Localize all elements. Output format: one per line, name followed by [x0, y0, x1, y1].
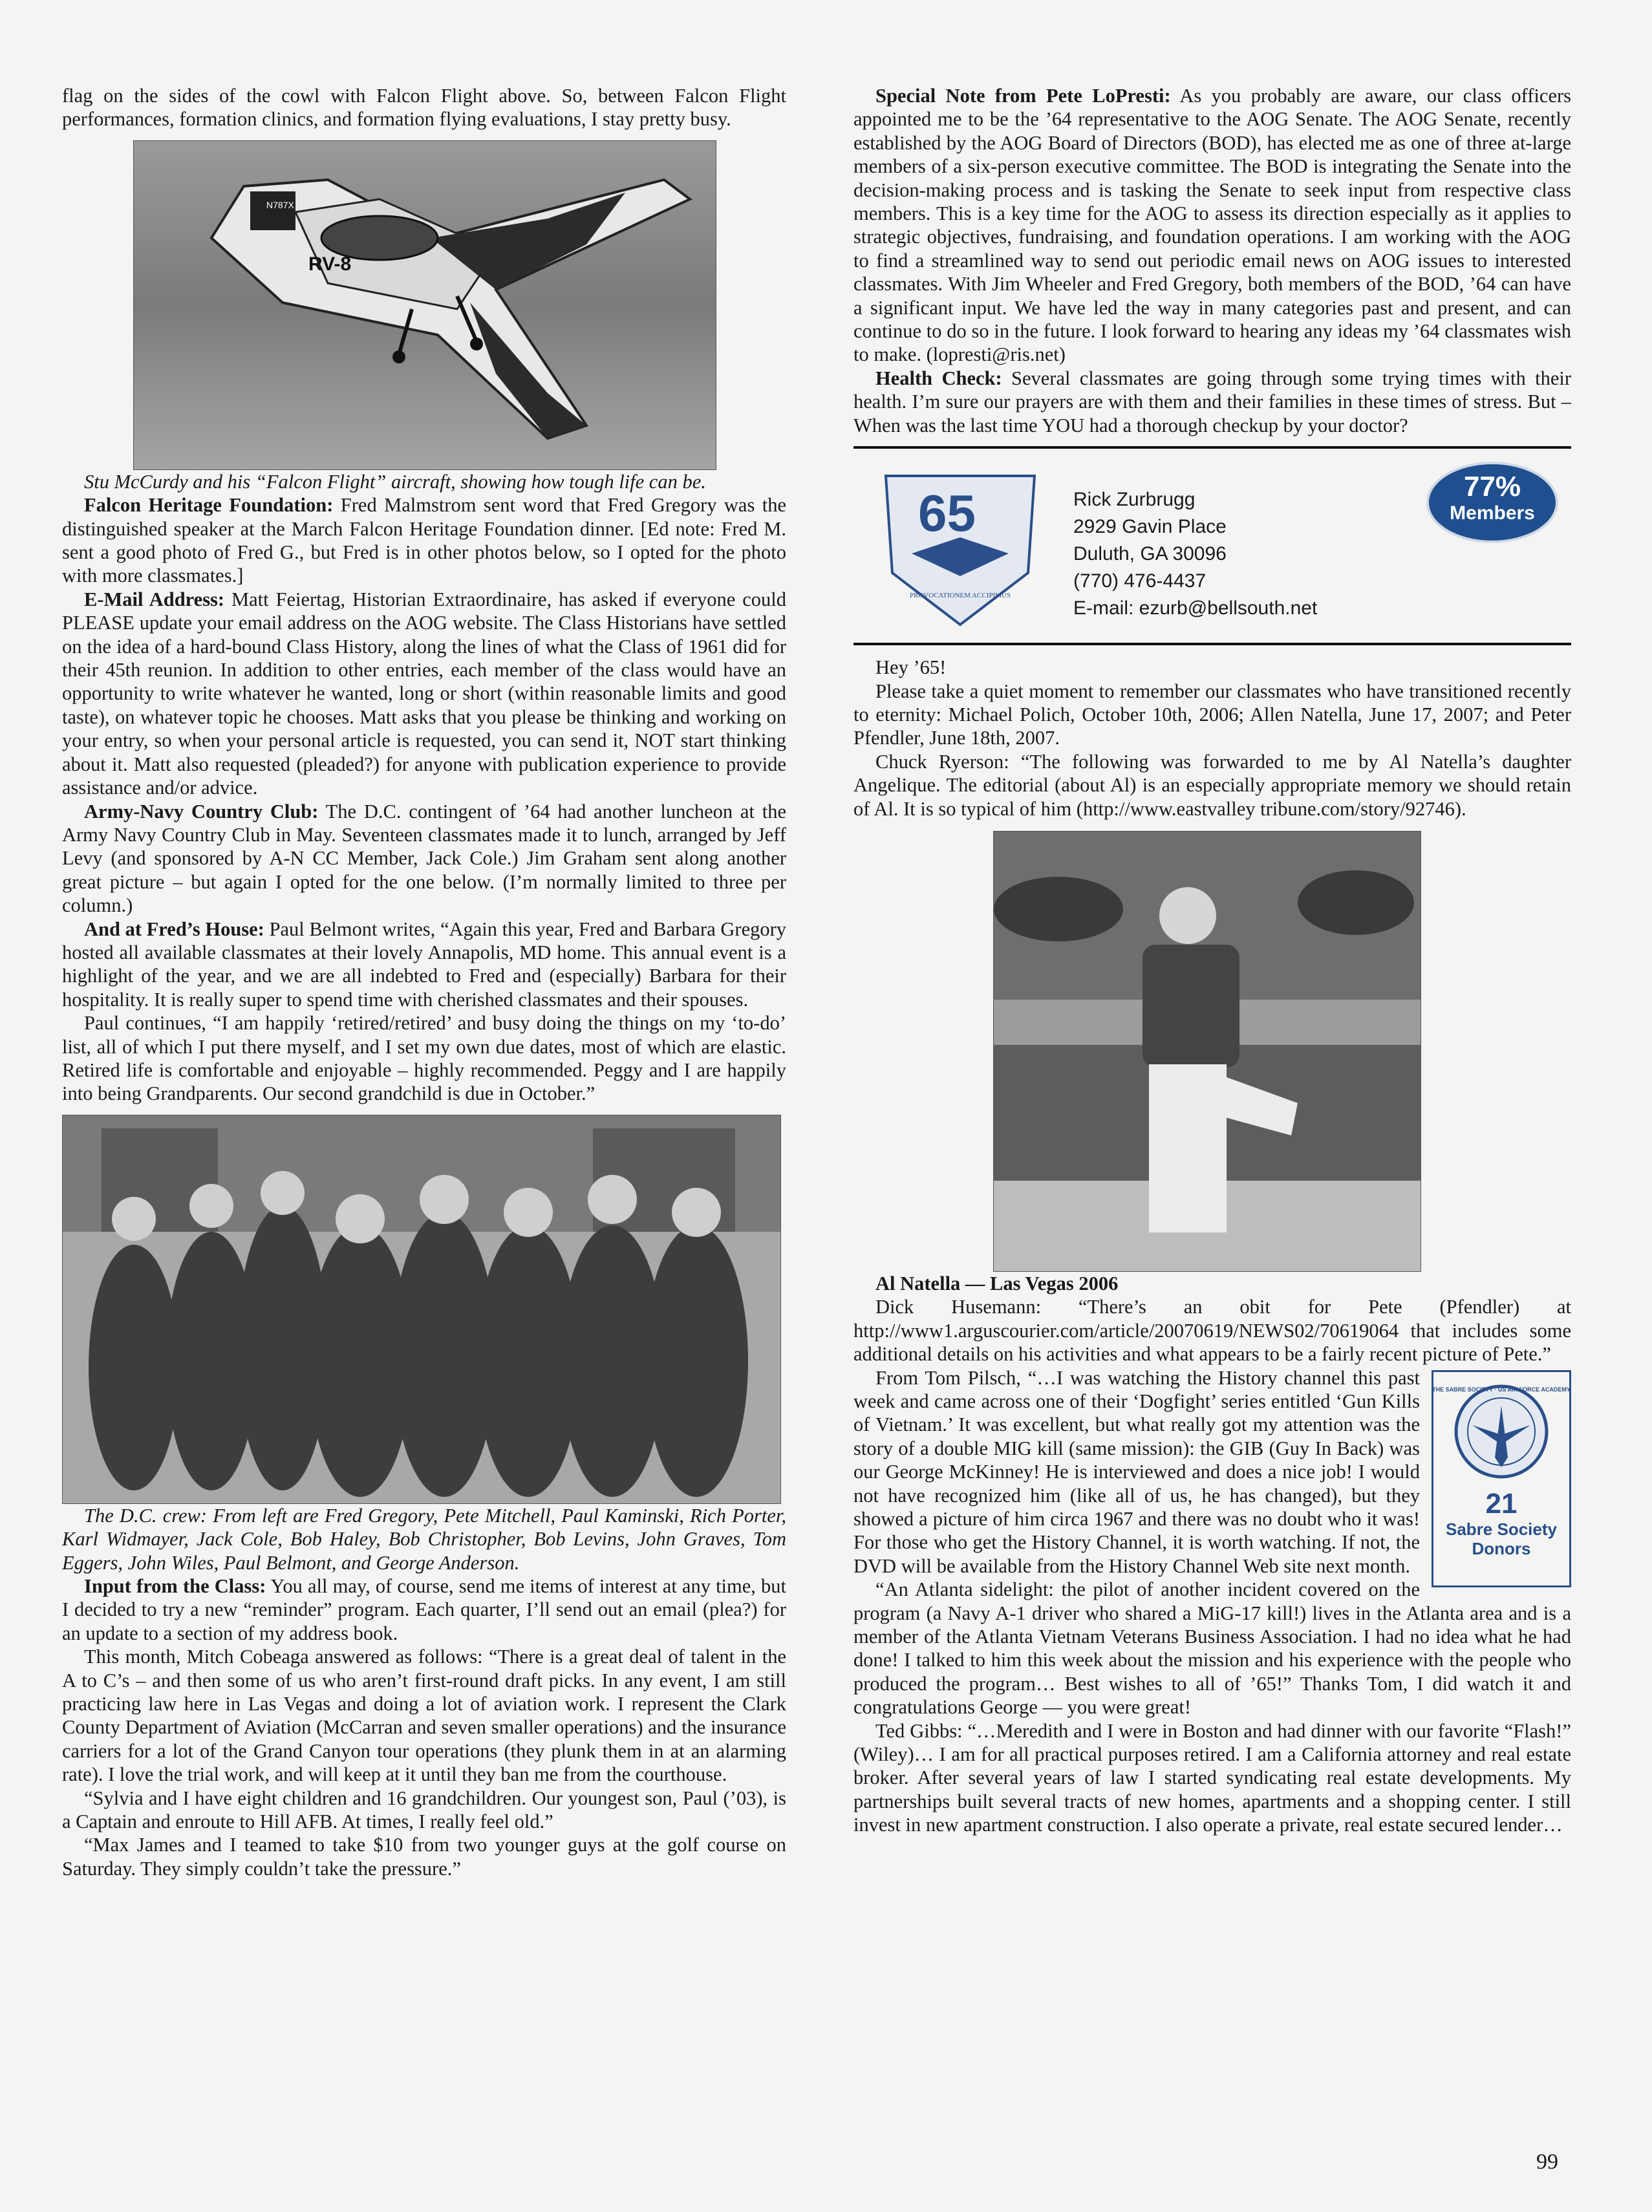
heading-input: Input from the Class:	[84, 1575, 266, 1597]
paragraph-cowl: flag on the sides of the cowl with Falcon Flight above. So, between Falcon Flight performances, formation clinics, and formation flying evaluations, I stay pretty busy.	[62, 85, 786, 131]
group-photo	[62, 1115, 781, 1504]
text-health: Several classmates are going through some trying times with their health. I’m sure our prayers are with them and their families in these times of stress. But – When was the last time YOU had a thorough checkup by your doctor?	[853, 367, 1572, 436]
paragraph-tom: From Tom Pilsch, “…I was watching the History channel this past week and came across one of their ‘Dogfight’ series entitled ‘Gun Kills of Vietnam.’ It was excellent, but what really got my attention was the story of a double MIG kill (same mission): the GIB (Guy In Back) was our George McKinney! He is interviewed and does a nice job! I would not have recognized him (like all of us, he has changed), but they showed a picture of him circa 1967 and there was no doubt who it was! For those who get the History Channel, it is worth watching. If not, the DVD will be available from the History Channel Web site next month.	[853, 1366, 1420, 1577]
contact-details	[1073, 486, 1317, 622]
tail-number: N787X	[266, 199, 294, 210]
aircraft-photo	[133, 140, 716, 470]
class-contact-box	[853, 446, 1571, 645]
page-number: 99	[1536, 2150, 1558, 2174]
sabre-society-box	[1432, 1370, 1571, 1587]
text-special-note: As you probably are aware, our class officers appointed me to be the ’64 representative to the AOG Senate. The AOG Senate, recently established by the AOG Board of Directors (BOD), has elected me as one of three at-large members of a six-person executive committee. The BOD is integrating the Senate into the decision-making process and is tasking the Senate to seek input from respective class members. This is a key time for the AOG to assess its direction especially as it applies to strategic objectives, fundraising, and foundation operations. I am working with the AOG to find a streamlined way to send out periodic email news on AOG issues to interested classmates. With Jim Wheeler and Fred Gregory, both members of the BOD, ’64 can have a significant input. We have led the way in many categories past and present, and can continue to do so in the future. I look forward to hearing any ideas my ’64 classmates wish to make. (lopresti@ris.net)	[853, 85, 1572, 366]
contact-phone: (770) 476-4437	[1073, 570, 1207, 592]
paragraph-falcon-heritage	[62, 493, 786, 588]
heading-freds-house: And at Fred’s House:	[84, 918, 264, 940]
sabre-label-2: Donors	[1472, 1538, 1531, 1558]
sabre-label-1: Sabre Society	[1446, 1519, 1557, 1539]
caption-aircraft: Stu McCurdy and his “Falcon Flight” aircraft, showing how tough life can be.	[84, 470, 706, 493]
paragraph-max: “Max James and I teamed to take $10 from two younger guys at the golf course on Saturday. They simply couldn’t take the pressure.”	[62, 1834, 786, 1880]
paragraph-atlanta: “An Atlanta sidelight: the pilot of another incident covered on the program (a Navy A-1 driver who shared a MiG-17 kill!) lives in the Atlanta area and is a member of the Atlanta Vietnam Veterans Business Association. I had no idea what he had done! I talked to him this week about the mission and his experience with the people who produced the program… Best wishes to all of ’65!” Thanks Tom, I did watch it and congratulations George — you were great!	[853, 1578, 1571, 1719]
contact-email[interactable]: E-mail: ezurb@bellsouth.net	[1073, 597, 1318, 619]
fuselage-marking: RV-8	[308, 253, 352, 275]
heading-email: E-Mail Address:	[84, 588, 225, 610]
paragraph-input	[62, 1574, 786, 1645]
heading-special-note: Special Note from Pete LoPresti:	[875, 85, 1171, 107]
al-natella-illustration	[994, 832, 1421, 1271]
paragraph-chuck: Chuck Ryerson: “The following was forwarded to me by Al Natella’s daughter Angelique. The editorial (about Al) is an especially appropriate memory we should retain of Al. It is so typical of him (http://www.eastvalley tribune.com/story/92746).	[853, 750, 1571, 820]
aircraft-illustration	[134, 141, 716, 469]
contact-city: Duluth, GA 30096	[1073, 543, 1227, 565]
badge-percent: 77%	[1463, 471, 1521, 503]
paragraph-mitch: This month, Mitch Cobeaga answered as follows: “There is a great deal of talent in the A to C’s – and then some of us who aren’t first-round draft picks. In any event, I am still practicing law here in Las Vegas and doing a lot of aviation work. I represent the Clark County Department of Aviation (McCarran and seven smaller operations) and the insurance carriers for a lot of the Grand Canyon tour operations (they plunk them in at an alarming rate). I love the trial work, and will keep at it until they ban me from the courthouse.	[62, 1646, 786, 1786]
caption-al-natella: Al Natella — Las Vegas 2006	[875, 1272, 1119, 1294]
paragraph-paul: Paul continues, “I am happily ‘retired/retired’ and busy doing the things on my ‘to-do’ list, all of which I put there myself, and I set my own due dates, most of which are elastic. Retired life is comfortable and enjoyable – highly recommended. Peggy and I are happily into being Grandparents. Our second grandchild is due in October.”	[62, 1012, 786, 1105]
text-freds-house: Paul Belmont writes, “Again this year, Fred and Barbara Gregory hosted all available classmates at their lovely Annapolis, MD home. This annual event is a highlight of the year, and we are all indebted to Fred and (especially) Barbara for their hospitality. It is really super to spend time with cherished classmates and their spouses.	[62, 918, 787, 1011]
contact-name: Rick Zurbrugg	[1073, 489, 1196, 511]
sabre-ring-text: THE SABRE SOCIETY · US AIR FORCE ACADEMY	[1432, 1386, 1571, 1393]
membership-badge	[1426, 462, 1558, 543]
paragraph-health	[853, 367, 1571, 437]
paragraph-special-note	[853, 84, 1571, 367]
heading-health: Health Check:	[875, 367, 1002, 389]
sabre-number: 21	[1485, 1487, 1518, 1519]
contact-street: 2929 Gavin Place	[1073, 516, 1227, 538]
heading-army-navy: Army-Navy Country Club:	[84, 800, 319, 822]
paragraph-dick: Dick Husemann: “There’s an obit for Pete (Pfendler) at http://www1.arguscourier.com/article/20070619/NEWS02/70619064 that includes some additional details on his activities and what appears to be a fairly recent picture of Pete.”	[853, 1296, 1571, 1366]
caption-dc-crew: The D.C. crew: From left are Fred Gregory, Pete Mitchell, Paul Kaminski, Rich Porter, Karl Widmayer, Jack Cole, Bob Haley, Bob Christopher, Bob Levins, John Graves, Tom Eggers, John Wiles, Paul Belmont, and George Anderson.	[62, 1504, 786, 1574]
text-email: Matt Feiertag, Historian Extraordinaire, has asked if everyone could PLEASE update your email address on the AOG website. The Class Historians have settled on the idea of a hard-bound Class History, along the lines of what the Class of 1961 did for their 45th reunion. In addition to other entries, each member of the class would have an opportunity to write whatever he wanted, long or short (within reasonable limits and good taste), on whatever topic he chooses. Matt asks that you please be thinking and working on your entry, so when your personal article is requested, you can send it, NOT start thinking about it. Matt also requested (pleaded?) for anyone with publication experience to provide assistance and/or advice.	[62, 588, 786, 799]
crest-motto: PROVOCATIONEM ACCIPIMUS	[909, 592, 1011, 600]
paragraph-hey: Hey ’65!	[875, 656, 947, 679]
sabre-society-emblem-icon	[1432, 1380, 1571, 1483]
crest-number: 65	[918, 484, 976, 542]
group-illustration	[63, 1115, 780, 1503]
class-crest-icon	[873, 463, 1047, 631]
heading-falcon-heritage: Falcon Heritage Foundation:	[84, 494, 334, 517]
paragraph-ted: Ted Gibbs: “…Meredith and I were in Boston and had dinner with our favorite “Flash!” (Wiley)… I am for all practical purposes retired. I am a California attorney and real estate broker. After several years of law I started syndicating real estate developments. My partnerships built several tracts of new homes, apartments and a shopping center. I still invest in new apartment construction. I also operate a private, real estate secured lender…	[853, 1719, 1571, 1836]
text-army-navy: The D.C. contingent of ’64 had another luncheon at the Army Navy Country Club in May. Seventeen classmates made it to lunch, arranged by Jeff Levy (and sponsored by A-N CC Member, Jack Cole.) Jim Graham sent along another great picture – but again I opted for the one below. (I’m normally limited to three per column.)	[62, 800, 786, 917]
paragraph-army-navy	[62, 800, 786, 918]
al-natella-photo	[993, 831, 1421, 1272]
paragraph-remember: Please take a quiet moment to remember our classmates who have transitioned recently to eternity: Michael Polich, October 10th, 2006; Allen Natella, June 17, 2007; and Peter Pfendler, June 18th, 2007.	[853, 680, 1571, 749]
right-column	[853, 84, 1571, 1837]
paragraph-sylvia: “Sylvia and I have eight children and 16 grandchildren. Our youngest son, Paul (’03), is a Captain and enroute to Hill AFB. At times, I really feel old.”	[62, 1787, 786, 1833]
text-input: You all may, of course, send me items of interest at any time, but I decided to try a new “reminder” program. Each quarter, I’ll send out an email (plea?) for an update to a section of my address book.	[62, 1575, 786, 1644]
text-falcon-heritage: Fred Malmstrom sent word that Fred Gregory was the distinguished speaker at the March Falcon Heritage Foundation dinner. [Ed note: Fred M. sent a good photo of Fred G., but Fred is in other photos below, so I opted for the photo with more classmates.]	[62, 494, 787, 587]
paragraph-freds-house	[62, 918, 786, 1012]
badge-label: Members	[1450, 502, 1535, 524]
paragraph-email	[62, 588, 786, 800]
left-column	[62, 84, 786, 1880]
